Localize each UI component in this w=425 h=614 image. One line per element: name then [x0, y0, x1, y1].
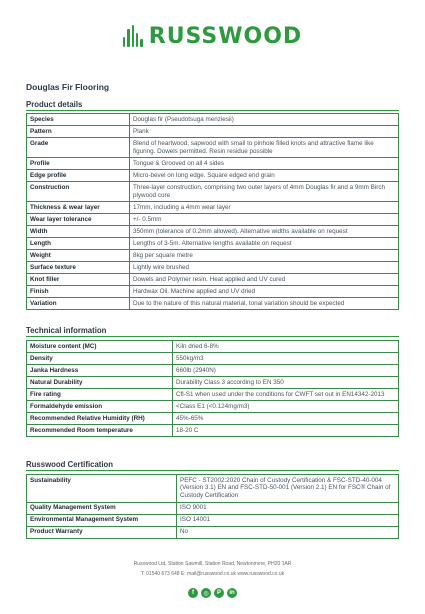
- row-value: ISO 14001: [177, 514, 399, 526]
- footer-address: Russwood Ltd, Station Sawmill, Station Road, Newtonmore, PH20 1AR: [133, 561, 292, 567]
- row-label: Construction: [27, 182, 130, 202]
- document-title: Douglas Fir Flooring: [26, 82, 110, 92]
- table-row: [27, 138, 399, 158]
- row-label: Variation: [27, 298, 130, 310]
- row-label: Knot filler: [27, 274, 130, 286]
- row-value: Hardwax Oil. Machine applied and UV dried: [130, 286, 399, 298]
- table-row: [27, 401, 399, 413]
- row-value: Micro-bevel on long edge. Square edged end grain: [130, 170, 399, 182]
- linkedin-icon[interactable]: in: [227, 588, 237, 598]
- row-label: Wear layer tolerance: [27, 214, 130, 226]
- instagram-icon[interactable]: ◎: [201, 588, 211, 598]
- table-row: [27, 286, 399, 298]
- pinterest-icon[interactable]: P: [214, 588, 224, 598]
- row-label: Sustainability: [27, 475, 177, 503]
- row-value: 45%-65%: [173, 413, 399, 425]
- row-value: Kiln dried 6-8%: [173, 341, 399, 353]
- certification-heading: Russwood Certification: [26, 460, 114, 469]
- table-row: [27, 214, 399, 226]
- row-value: Cfl-S1 when used under the conditions for CWFT set out in EN14342-2013: [173, 389, 399, 401]
- row-value: 17mm, including a 4mm wear layer: [130, 202, 399, 214]
- row-label: Edge profile: [27, 170, 130, 182]
- row-label: Surface texture: [27, 262, 130, 274]
- table-row: [27, 425, 399, 437]
- product-details-table: [26, 113, 399, 310]
- table-row: [27, 502, 399, 514]
- table-row: [27, 365, 399, 377]
- row-value: <Class E1 (<0.124mg/m3): [173, 401, 399, 413]
- logo-icon: [123, 25, 143, 47]
- row-value: Due to the nature of this natural material, tonal variation should be expected: [130, 298, 399, 310]
- row-value: Three-layer construction, comprising two outer layers of 4mm Douglas fir and a 9mm Birch plywood core: [130, 182, 399, 202]
- table-row: [27, 238, 399, 250]
- table-row: [27, 274, 399, 286]
- row-value: +/- 0.5mm: [130, 214, 399, 226]
- row-label: Pattern: [27, 126, 130, 138]
- row-value: PEFC - ST2002:2020 Chain of Custody Certification & FSC-STD-40-004 (Version 3.1) EN and FSC-STD-50-001 (Version 2.1) EN for FSC® Chain of Custody Certification: [177, 475, 399, 503]
- row-label: Quality Management System: [27, 502, 177, 514]
- row-value: Lengths of 3-5m. Alternative lengths available on request: [130, 238, 399, 250]
- row-value: Lightly wire brushed: [130, 262, 399, 274]
- row-value: 550kg/m3: [173, 353, 399, 365]
- table-row: [27, 182, 399, 202]
- table-row: [27, 250, 399, 262]
- row-label: Species: [27, 114, 130, 126]
- row-label: Weight: [27, 250, 130, 262]
- certification-divider: [26, 470, 399, 471]
- product-details-divider: [26, 110, 399, 111]
- technical-table: [26, 340, 399, 437]
- table-row: [27, 298, 399, 310]
- row-label: Width: [27, 226, 130, 238]
- row-value: 660lb (2940N): [173, 365, 399, 377]
- row-label: Formaldehyde emission: [27, 401, 173, 413]
- row-value: Dowels and Polymer resin. Heat applied and UV cured: [130, 274, 399, 286]
- product-details-heading: Product details: [26, 100, 83, 109]
- certification-table: [26, 474, 399, 539]
- row-value: 8kg per square metre: [130, 250, 399, 262]
- row-label: Recommended Room temperature: [27, 425, 173, 437]
- table-row: [27, 341, 399, 353]
- table-row: [27, 158, 399, 170]
- table-row: [27, 514, 399, 526]
- row-label: Recommended Relative Humidity (RH): [27, 413, 173, 425]
- table-row: [27, 389, 399, 401]
- row-label: Thickness & wear layer: [27, 202, 130, 214]
- row-value: Plank: [130, 126, 399, 138]
- row-label: Janka Hardness: [27, 365, 173, 377]
- technical-heading: Technical information: [26, 326, 107, 335]
- row-label: Moisture content (MC): [27, 341, 173, 353]
- table-row: [27, 126, 399, 138]
- facebook-icon[interactable]: f: [188, 588, 198, 598]
- row-value: 350mm (tolerance of 0.2mm allowed). Alternative widths available on request: [130, 226, 399, 238]
- table-row: [27, 475, 399, 503]
- row-label: Environmental Management System: [27, 514, 177, 526]
- table-row: [27, 262, 399, 274]
- row-value: 18-20 C: [173, 425, 399, 437]
- table-row: [27, 413, 399, 425]
- table-row: [27, 353, 399, 365]
- table-row: [27, 202, 399, 214]
- header: [0, 14, 425, 58]
- table-row: [27, 377, 399, 389]
- footer-contact: T: 01540 673 648 E: mail@russwood.co.uk www.russwood.co.uk: [140, 571, 285, 577]
- row-label: Length: [27, 238, 130, 250]
- table-row: [27, 226, 399, 238]
- row-value: Blend of heartwood, sapwood with small to pinhole filled knots and attractive flame like figuring. Dowels permitted. Resin residue possible: [130, 138, 399, 158]
- row-label: Profile: [27, 158, 130, 170]
- brand-name: RUSSWOOD: [148, 23, 303, 49]
- social-links: [0, 588, 425, 598]
- row-value: Douglas fir (Pseudotsuga menziesii): [130, 114, 399, 126]
- row-label: Grade: [27, 138, 130, 158]
- row-label: Fire rating: [27, 389, 173, 401]
- row-value: Durability Class 3 according to EN 350: [173, 377, 399, 389]
- row-label: Natural Durability: [27, 377, 173, 389]
- row-label: Product Warranty: [27, 526, 177, 538]
- row-label: Density: [27, 353, 173, 365]
- row-value: Tongue & Grooved on all 4 sides: [130, 158, 399, 170]
- table-row: [27, 526, 399, 538]
- row-value: ISO 9001: [177, 502, 399, 514]
- technical-divider: [26, 336, 399, 337]
- row-label: Finish: [27, 286, 130, 298]
- table-row: [27, 114, 399, 126]
- table-row: [27, 170, 399, 182]
- row-value: No: [177, 526, 399, 538]
